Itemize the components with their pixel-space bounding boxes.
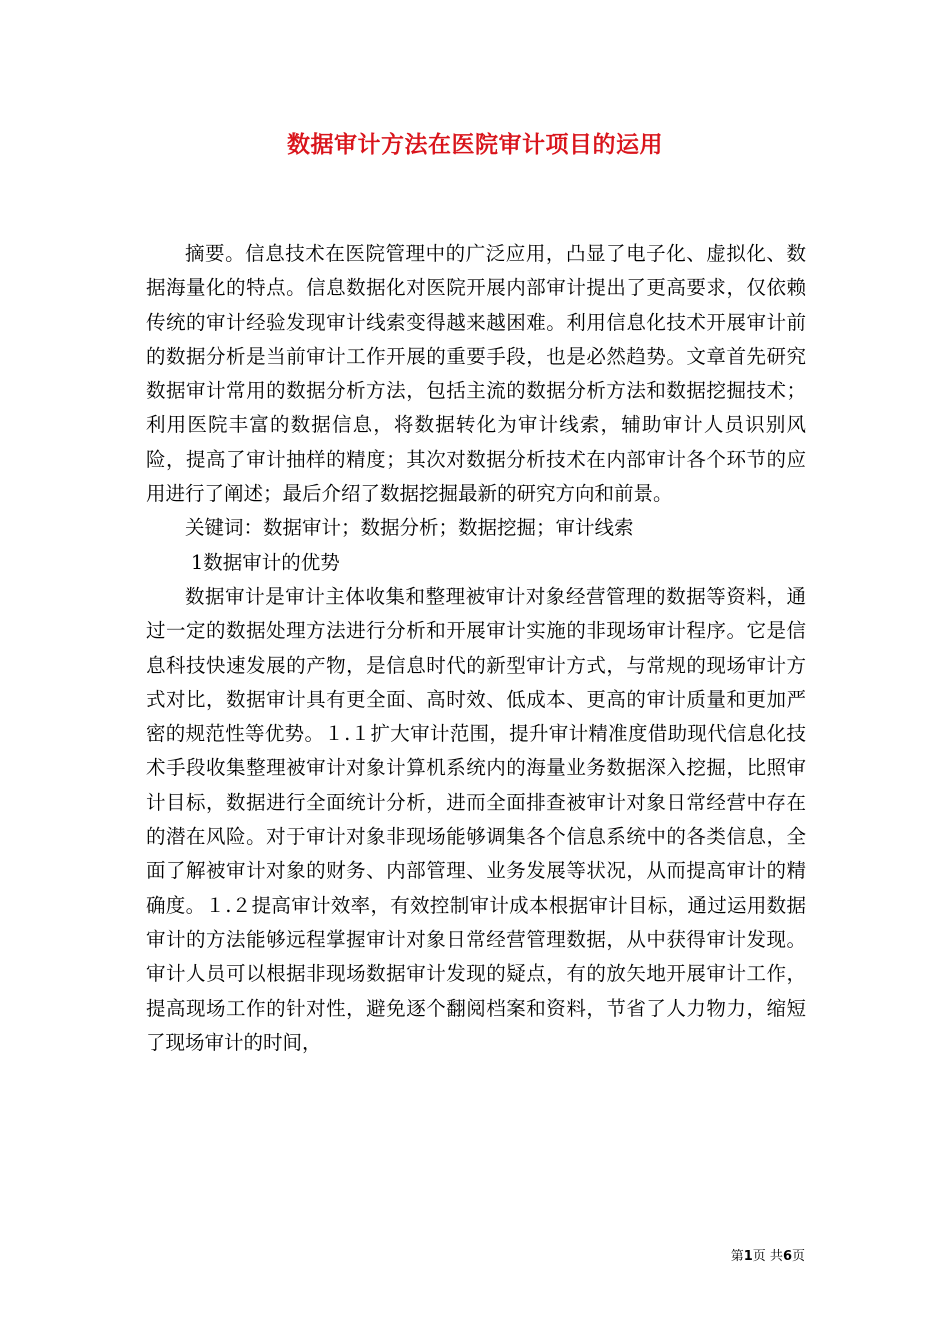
abstract-paragraph: 摘要。信息技术在医院管理中的广泛应用，凸显了电子化、虚拟化、数据海量化的特点。信息数据化对医院开展内部审计提出了更高要求，仅依赖传统的审计经验发现审计线索变得越来越困难。利用信息化技术开展审计前的数据分析是当前审计工作开展的重要手段，也是必然趋势。文章首先研究数据审计常用的数据分析方法，包括主流的数据分析方法和数据挖掘技术；利用医院丰富的数据信息，将数据转化为审计线索，辅助审计人员识别风险，提高了审计抽样的精度；其次对数据分析技术在内部审计各个环节的应用进行了阐述；最后介绍了数据挖掘最新的研究方向和前景。 [146, 242, 806, 506]
page-footer [731, 1245, 805, 1264]
section-paragraph: 数据审计是审计主体收集和整理被审计对象经营管理的数据等资料，通过一定的数据处理方法进行分析和开展审计实施的非现场审计程序。它是信息科技快速发展的产物，是信息时代的新型审计方式，与常规的现场审计方式对比，数据审计具有更全面、高时效、低成本、更高的审计质量和更加严密的规范性等优势。１.１扩大审计范围，提升审计精准度借助现代信息化技术手段收集整理被审计对象计算机系统内的海量业务数据深入挖掘，比照审计目标，数据进行全面统计分析，进而全面排查被审计对象日常经营中存在的潜在风险。对于审计对象非现场能够调集各个信息系统中的各类信息，全面了解被审计对象的财务、内部管理、业务发展等状况，从而提高审计的精确度。１.２提高审计效率，有效控制审计成本根据审计目标，通过运用数据审计的方法能够远程掌握审计对象日常经营管理数据，从中获得审计发现。审计人员可以根据非现场数据审计发现的疑点，有的放矢地开展审计工作，提高现场工作的针对性，避免逐个翻阅档案和资料，节省了人力物力，缩短了现场审计的时间， [146, 584, 806, 1054]
footer-prefix: 第 [730, 1249, 744, 1264]
document-title: 数据审计方法在医院审计项目的运用 [287, 132, 663, 158]
current-page-number: 1 [743, 1249, 753, 1264]
section-heading: 1数据审计的优势 [190, 550, 340, 574]
footer-suffix: 页 [791, 1249, 805, 1264]
document-body [146, 237, 806, 1060]
footer-middle: 页 共 [752, 1249, 783, 1264]
total-pages-number: 6 [782, 1249, 792, 1264]
keywords-line: 关键词：数据审计；数据分析；数据挖掘；审计线索 [185, 516, 634, 540]
